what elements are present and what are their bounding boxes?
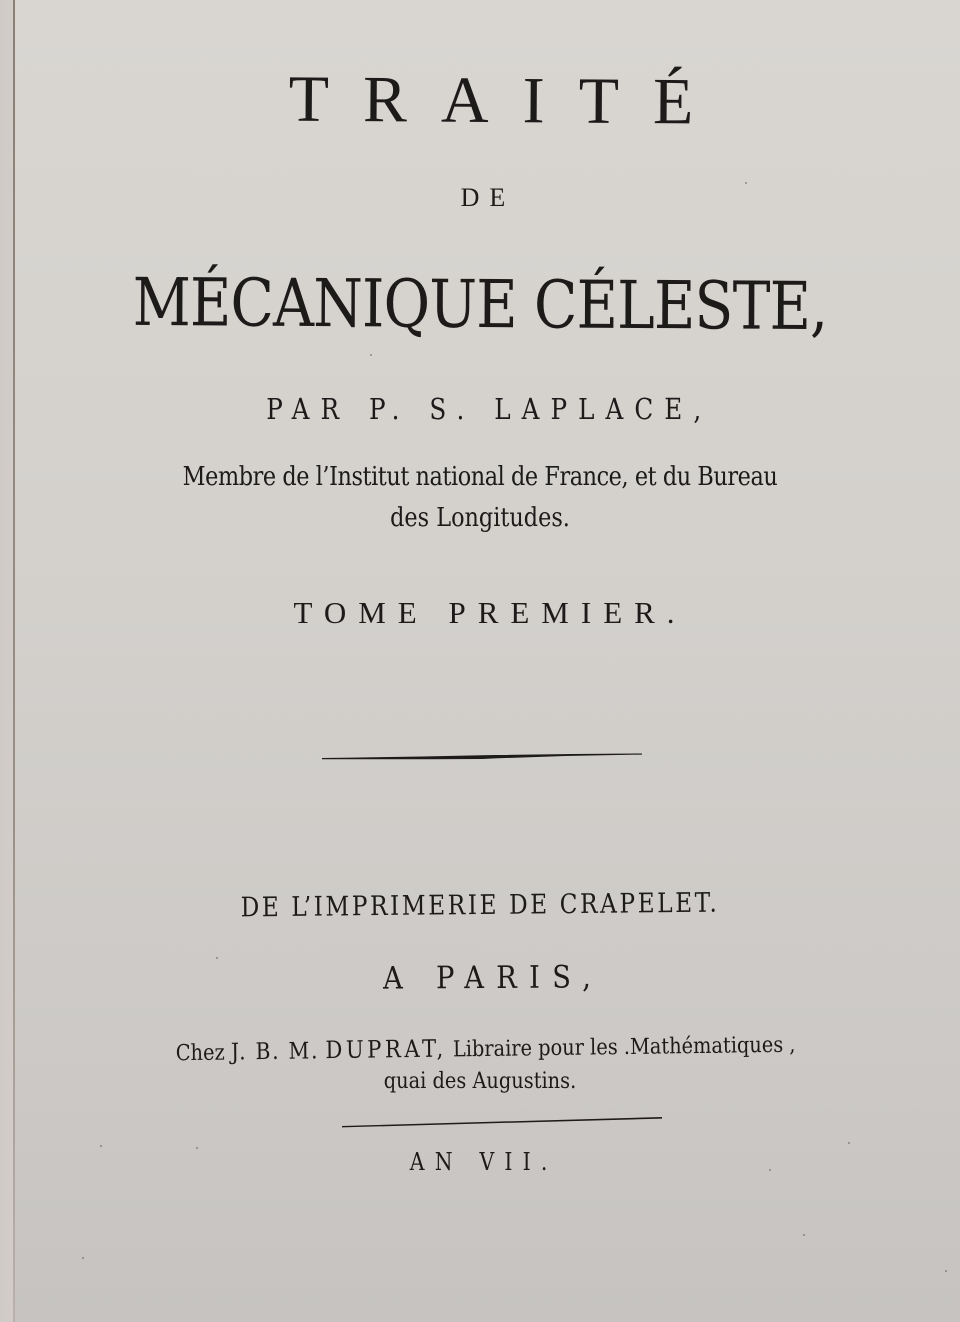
paper-speck: [803, 1234, 805, 1236]
author-affiliation-line-2: des Longitudes.: [390, 503, 570, 533]
title-connector: DE: [460, 183, 516, 212]
volume-label: TOME PREMIER.: [293, 595, 687, 630]
publisher-prefix: Chez: [175, 1040, 225, 1067]
publication-city: A PARIS,: [382, 959, 604, 997]
book-subject: MÉCANIQUE CÉLESTE,: [132, 263, 828, 346]
author-line: PAR P. S. LAPLACE,: [266, 392, 713, 426]
publisher-address: quai des Augustins.: [383, 1069, 577, 1094]
thin-rule: [342, 1114, 662, 1128]
paper-speck: [370, 354, 372, 356]
paper-speck: [216, 957, 218, 959]
paper-speck: [945, 1270, 947, 1272]
author-affiliation-line-1: Membre de l’Institut national de France, et du Bureau: [182, 462, 778, 492]
ornamental-rule: [322, 752, 642, 762]
book-title: TRAITÉ: [288, 62, 728, 139]
publisher-description: Libraire pour les .Mathématiques ,: [452, 1032, 796, 1063]
publisher-initials: J. B. M.: [230, 1038, 320, 1066]
printer-line: DE L’IMPRIMERIE DE CRAPELET.: [240, 887, 720, 924]
paper-speck: [848, 1142, 850, 1144]
paper-speck: [196, 1147, 198, 1149]
publication-date: AN VII.: [409, 1148, 558, 1176]
publisher-name: DUPRAT,: [325, 1034, 447, 1065]
paper-speck: [100, 1145, 102, 1147]
publisher-line: [58, 1030, 908, 1067]
paper-speck: [745, 182, 747, 184]
paper-speck: [769, 1169, 771, 1171]
paper-speck: [82, 1257, 84, 1259]
